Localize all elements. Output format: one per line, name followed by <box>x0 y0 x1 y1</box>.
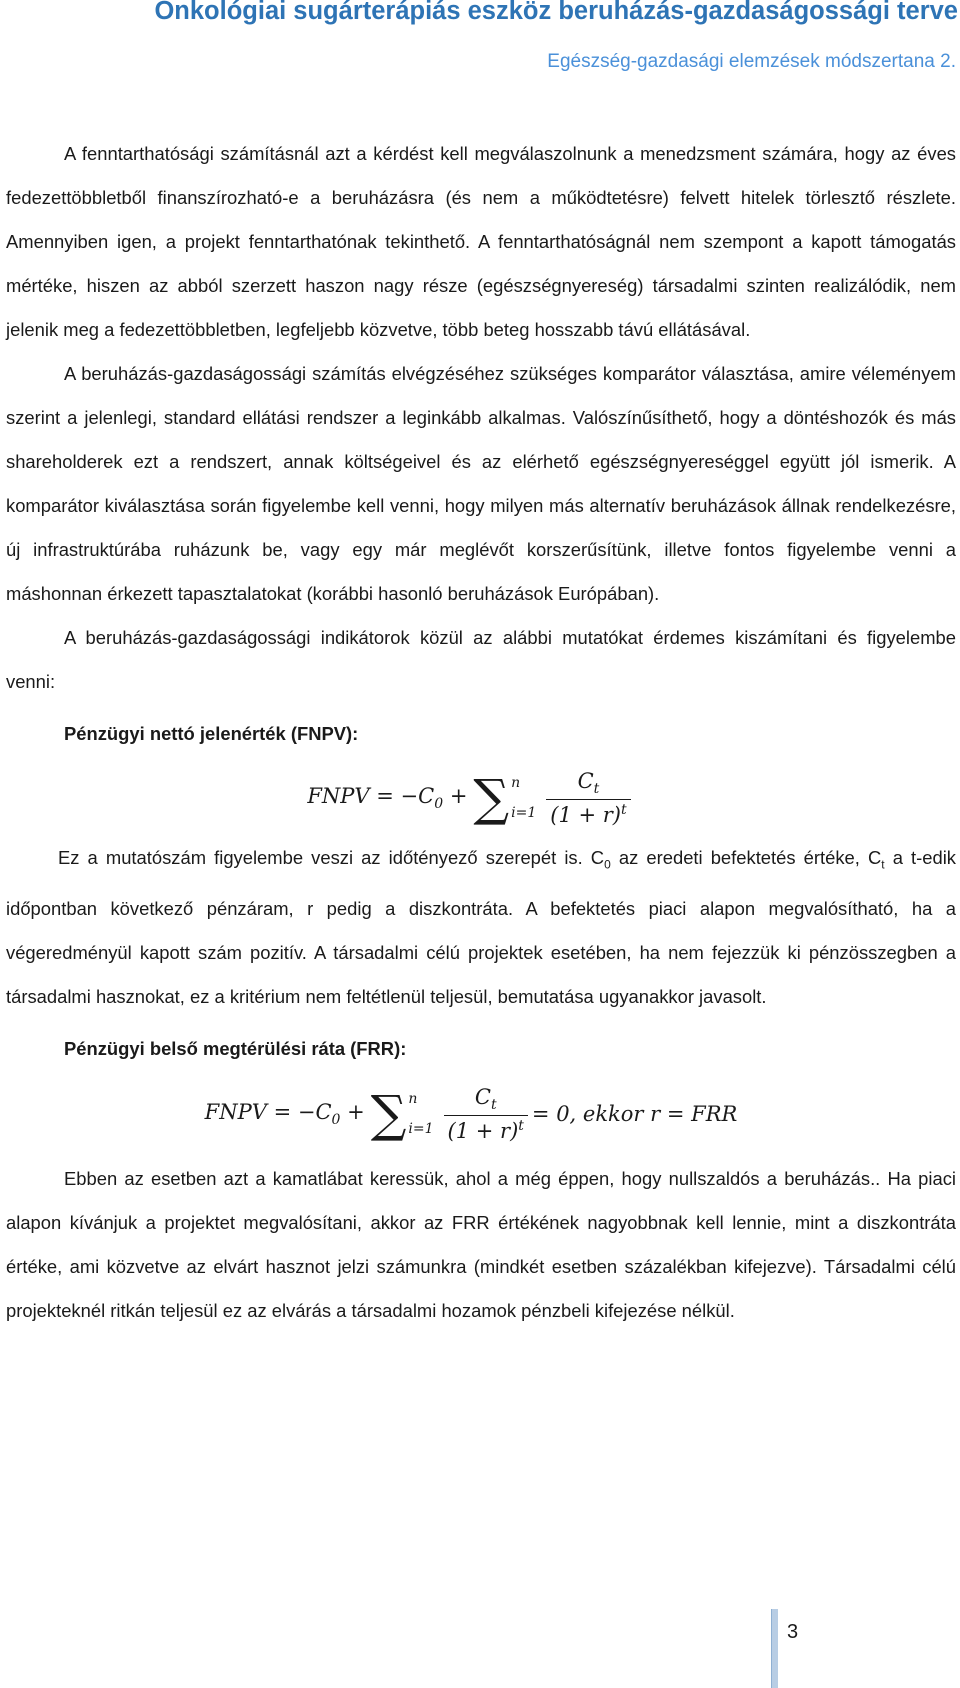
fraction-denominator: $(1 + r)^t$ <box>546 799 630 827</box>
fraction-numerator: $C_t$ <box>577 769 600 797</box>
page-body <box>6 132 956 1333</box>
formula-frr <box>0 1079 956 1149</box>
fraction <box>546 769 630 827</box>
footer-accent-bar <box>771 1609 778 1688</box>
paragraph-comparator: A beruházás-gazdaságossági számítás elvégzéséhez szükséges komparátor választása, amire véleményem szerint a jelenlegi, standard ellátási rendszer a leginkább alkalmas. Valószínűsíthető, hogy a döntéshozók és más shareholderek ezt a rendszert, annak költségeivel és az elérhető egészségnyereséggel együtt jól ismerik. A komparátor kiválasztása során figyelembe kell venni, hogy milyen más alternatív beruházások állnak rendelkezésre, új infrastruktúrába ruházunk be, vagy egy már meglévőt korszerűsítünk, illetve fontos figyelembe venni a máshonnan érkezett tapasztalatokat (korábbi hasonló beruházások Európában). <box>6 363 956 604</box>
sigma-symbol: ∑ <box>370 1084 407 1143</box>
document-subtitle: Egészség-gazdasági elemzések módszertana 2. <box>547 51 956 72</box>
document-title: Onkológiai sugárterápiás eszköz beruházás-gazdaságossági terve <box>154 0 958 25</box>
formula-lhs: FNPV = $-C_0$ + <box>307 784 468 812</box>
formula-fnpv <box>0 760 956 836</box>
heading-fnpv: Pénzügyi nettó jelenérték (FNPV): <box>64 723 359 744</box>
heading-frr: Pénzügyi belső megtérülési ráta (FRR): <box>64 1037 407 1059</box>
paragraph-indicators: A beruházás-gazdaságossági indikátorok közül az alábbi mutatókat érdemes kiszámítani és figyelembe venni: <box>6 627 956 692</box>
summation-limits: n i=1 <box>511 775 537 821</box>
summation <box>370 1084 434 1143</box>
page-number: 3 <box>787 1621 799 1643</box>
sigma-symbol: ∑ <box>473 769 510 827</box>
fraction-denominator: $(1 + r)^t$ <box>444 1115 528 1143</box>
summation <box>473 769 537 827</box>
paragraph-sustainability: A fenntarthatósági számításnál azt a kérdést kell megválaszolnunk a menedzsment számára, hogy az éves fedezettöbbletből finanszírozható-e a beruházásra (és nem a működtetésre) felvett hitelek törlesztő részlete. Amennyiben igen, a projekt fenntarthatónak tekinthető. A fenntarthatóságnál nem szempont a kapott támogatás mértéke, hiszen az abból szerzett haszon nagy része (egészségnyereség) társadalmi szinten realizálódik, nem jelenik meg a fedezettöbbletben, legfeljebb közvetve, több beteg hosszabb távú ellátásával. <box>6 143 956 340</box>
fraction-numerator: $C_t$ <box>474 1084 497 1113</box>
summation-limits: n i=1 <box>408 1090 434 1137</box>
paragraph-fnpv-explanation: Ez a mutatószám figyelembe veszi az időtényező szerepét is. $C_0$ az eredeti befektetés értéke, $C_t$ a t-edik időpontban következő pénzáram, r pedig a diszkontráta. A befektetés piaci alapon megvalósítható, ha a végeredményül kapott szám pozitív. A társadalmi célú projektek esetében, ha nem fejezzük ki pénzösszegben a társadalmi hasznokat, ez a kritérium nem feltétlenül teljesül, bemutatása ugyanakkor javasolt. <box>6 847 956 1007</box>
formula-lhs: FNPV = $-C_0$ + <box>204 1099 365 1128</box>
fraction <box>444 1085 528 1143</box>
formula-rhs: = 0, ekkor r = FRR <box>531 1101 738 1126</box>
paragraph-frr-explanation: Ebben az esetben azt a kamatlábat keressük, ahol a még éppen, hogy nullszaldós a beruházás.. Ha piaci alapon kívánjuk a projektet megvalósítani, akkor az FRR értékének nagyobbnak kell lennie, mint a diszkontráta értéke, ami közvetve az elvárt hasznot jelzi számunkra (mindkét esetben százalékban kifejezve). Társadalmi célú projekteknél ritkán teljesül ez az elvárás a társadalmi hozamok pénzbeli kifejezése nélkül. <box>6 1167 956 1321</box>
